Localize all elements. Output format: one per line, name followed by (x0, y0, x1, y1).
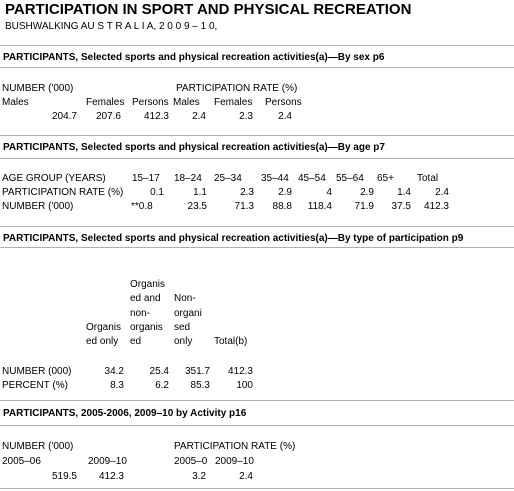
cell: 2.9 (360, 187, 374, 198)
age-group: 25–34 (214, 173, 242, 184)
col-header: ed (130, 336, 142, 347)
cell: 2.4 (435, 187, 449, 198)
section-heading-activity: PARTICIPANTS, 2005-2006, 2009–10 by Activity p16 (3, 408, 247, 419)
divider (0, 67, 514, 68)
divider (0, 135, 514, 136)
col-males: Males (2, 97, 29, 108)
col-header: Organis (86, 322, 122, 333)
cell: 207.6 (95, 111, 121, 122)
cell: 519.5 (51, 471, 77, 482)
cell: 85.3 (190, 380, 210, 391)
col-header: only (174, 336, 193, 347)
cell: 37.5 (391, 201, 411, 212)
cell: 71.3 (234, 201, 254, 212)
page-title: PARTICIPATION IN SPORT AND PHYSICAL RECREATION (5, 1, 412, 18)
cell: 351.7 (184, 366, 210, 377)
cell: 412.3 (423, 201, 449, 212)
cell: 23.5 (187, 201, 207, 212)
cell: 412.3 (227, 366, 253, 377)
divider (0, 158, 514, 159)
cell: 6.2 (155, 380, 169, 391)
col-header: organi (174, 308, 202, 319)
number-label: NUMBER (000) (2, 366, 72, 377)
section-heading-age: PARTICIPANTS, Selected sports and physical recreation activities(a)—By age p7 (3, 142, 385, 153)
col-header: non- (130, 308, 151, 319)
cell: 118.4 (307, 201, 332, 212)
cell: 2.4 (278, 111, 292, 122)
age-group: 45–54 (298, 173, 326, 184)
cell: 3.2 (192, 471, 206, 482)
age-group: 65+ (377, 173, 394, 184)
divider (0, 226, 514, 227)
age-group: 55–64 (336, 173, 364, 184)
col-header: Non- (174, 293, 196, 304)
col-year: 2005–06 (2, 456, 41, 467)
cell: 204.7 (51, 111, 77, 122)
col-persons-rate: Persons (265, 97, 302, 108)
number-label: NUMBER ('000) (2, 83, 74, 94)
cell: 412.3 (98, 471, 124, 482)
cell: **0.8 (131, 201, 153, 212)
cell: 25.4 (149, 366, 169, 377)
cell: 1.1 (193, 187, 207, 198)
number-label: NUMBER ('000) (2, 201, 74, 212)
cell: 2.9 (278, 187, 292, 198)
divider (0, 400, 514, 401)
section-heading-type: PARTICIPANTS, Selected sports and physical recreation activities(a)—By type of participation p9 (3, 233, 464, 244)
col-header: Organis (130, 279, 166, 290)
col-header: ed only (86, 336, 119, 347)
section-heading-sex: PARTICIPANTS, Selected sports and physical recreation activities(a)—By sex p6 (3, 52, 385, 63)
col-year: 2009–10 (88, 456, 127, 467)
cell: 0.1 (150, 187, 164, 198)
cell: 8.3 (110, 380, 124, 391)
col-males-rate: Males (173, 97, 200, 108)
cell: 4 (326, 187, 332, 198)
cell: 88.8 (272, 201, 292, 212)
divider (0, 45, 514, 46)
col-year: 2005–0 (174, 456, 208, 467)
cell: 2.4 (239, 471, 253, 482)
divider (0, 488, 514, 489)
page-subtitle: BUSHWALKING AU S T R A L I A, 2 0 0 9 – 1 0, (5, 21, 218, 32)
age-group: 18–24 (174, 173, 202, 184)
rate-label: PARTICIPATION RATE (%) (174, 441, 296, 452)
divider (0, 425, 514, 426)
divider (0, 247, 514, 248)
rate-label: PARTICIPATION RATE (%) (2, 187, 124, 198)
percent-label: PERCENT (%) (2, 380, 68, 391)
col-females-rate: Females (214, 97, 253, 108)
col-header: sed (174, 322, 191, 333)
cell: 100 (236, 380, 253, 391)
col-header: organis (130, 322, 163, 333)
age-group: Total (417, 173, 439, 184)
col-females: Females (86, 97, 125, 108)
col-year: 2009–10 (215, 456, 254, 467)
cell: 2.3 (239, 111, 253, 122)
cell: 1.4 (397, 187, 411, 198)
age-group-label: AGE GROUP (YEARS) (2, 173, 106, 184)
age-group: 35–44 (261, 173, 289, 184)
cell: 2.4 (192, 111, 206, 122)
col-persons: Persons (132, 97, 169, 108)
cell: 71.9 (354, 201, 374, 212)
rate-label: PARTICIPATION RATE (%) (176, 83, 298, 94)
number-label: NUMBER ('000) (2, 441, 74, 452)
cell: 34.2 (104, 366, 124, 377)
col-header: Total(b) (214, 336, 248, 347)
cell: 2.3 (240, 187, 254, 198)
col-header: ed and (130, 293, 161, 304)
age-group: 15–17 (132, 173, 160, 184)
cell: 412.3 (143, 111, 169, 122)
